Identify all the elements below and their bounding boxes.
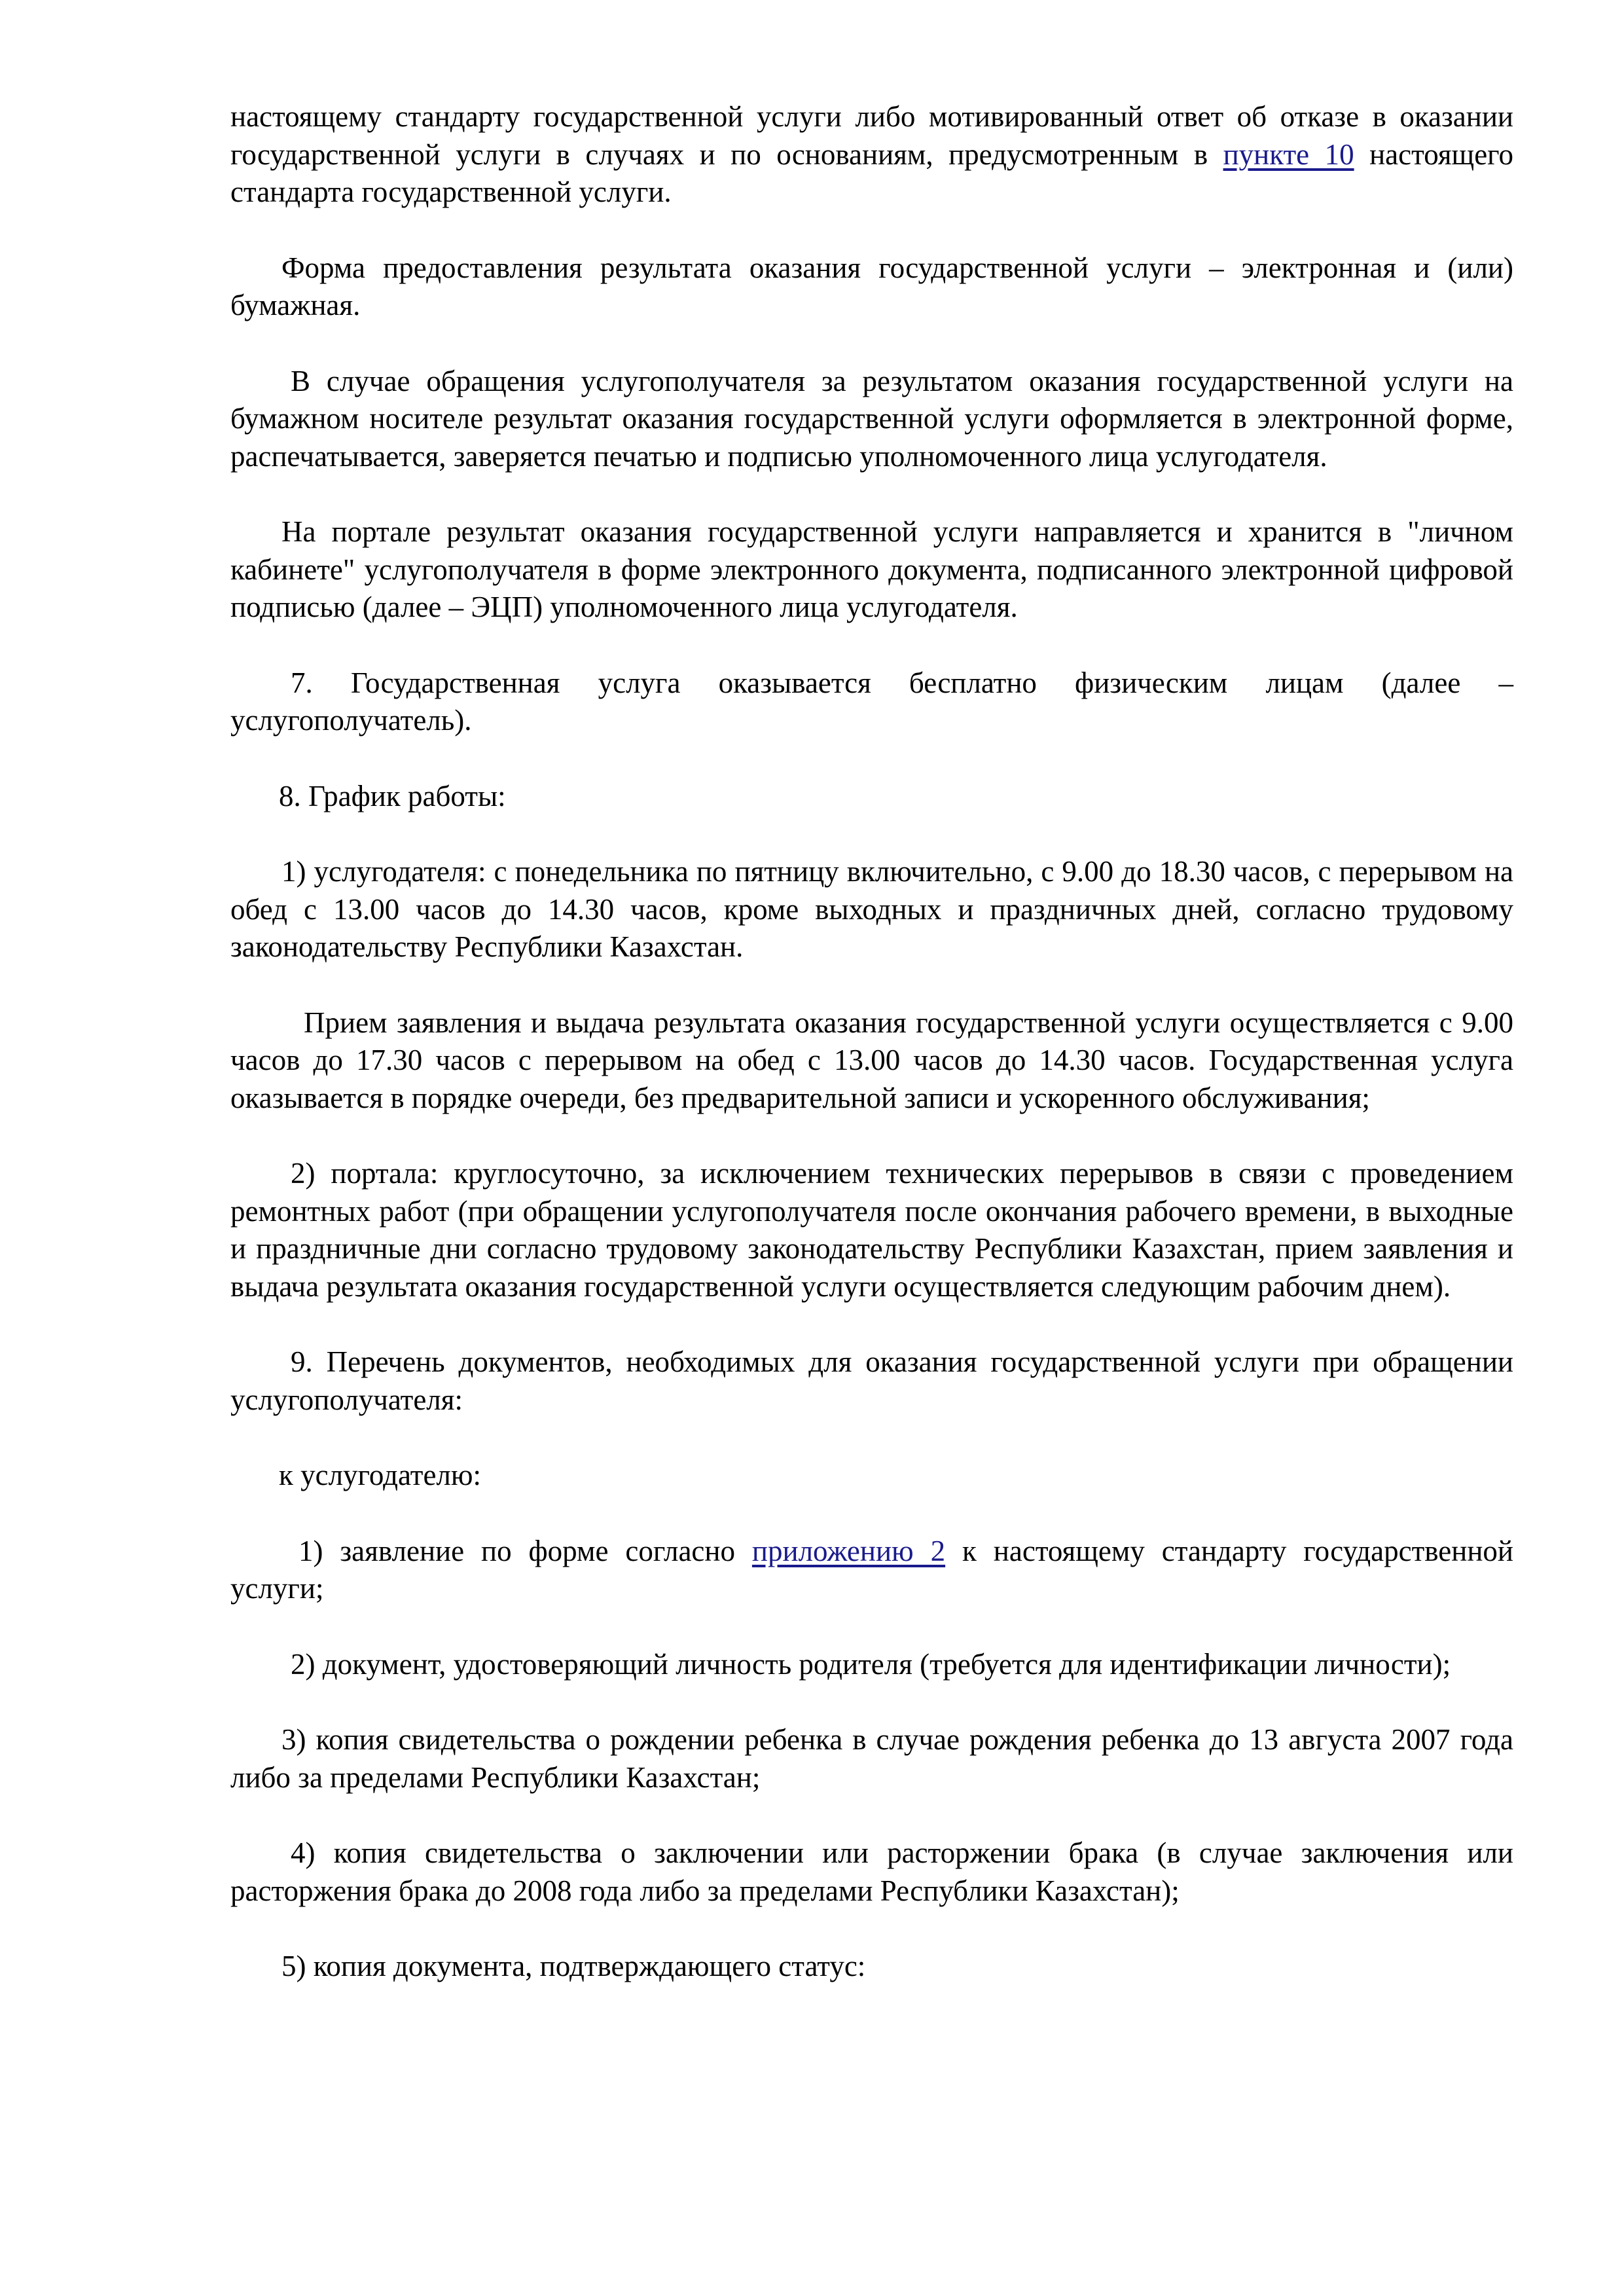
- paragraph-schedule-provider: 1) услугодателя: с понедельника по пятницу включительно, с 9.00 до 18.30 часов, с перерывом на обед с 13.00 часов до 14.30 часов, кроме выходных и праздничных дней, согласно трудовому законодательству Республики Казахстан.: [230, 855, 1513, 963]
- link-punkt-10[interactable]: пункте 10: [1223, 137, 1354, 171]
- subheading-to-provider: к услугодателю:: [279, 1459, 482, 1491]
- list-item-marriage-certificate: 4) копия свидетельства о заключении или расторжении брака (в случае заключения или расторжения брака до 2008 года либо за пределами Республики Казахстан);: [230, 1836, 1513, 1907]
- list-item-birth-certificate: 3) копия свидетельства о рождении ребенка в случае рождения ребенка до 13 августа 2007 года либо за пределами Республики Казахстан;: [230, 1723, 1513, 1794]
- link-appendix-2[interactable]: приложению 2: [751, 1534, 946, 1567]
- paragraph-result-refusal: настоящему стандарту государственной услуги либо мотивированный ответ об отказе в оказании государственной услуги в случаях и по основаниям, предусмотренным в пункте 10 настоящего стандарта государственной услуги.: [230, 100, 1514, 208]
- paragraph-result-form: Форма предоставления результата оказания государственной услуги – электронная и (или) бумажная.: [230, 251, 1513, 321]
- list-item-status-document: 5) копия документа, подтверждающего статус:: [281, 1950, 866, 1982]
- paragraph-portal-result: На портале результат оказания государственной услуги направляется и хранится в "личном кабинете" услугополучателя в форме электронного документа, подписанного электронной цифровой подписью (далее – ЭЦП) уполномоченного лица услугодателя.: [230, 515, 1513, 623]
- paragraph-reception-hours: Прием заявления и выдача результата оказания государственной услуги осуществляется с 9.00 часов до 17.30 часов с перерывом на обед с 13.00 часов до 14.30 часов. Государственная услуга оказывается в порядке очереди, без предварительной записи и ускоренного обслуживания;: [230, 1006, 1513, 1114]
- document-page: [230, 98, 1513, 1986]
- paragraph-schedule-portal: 2) портала: круглосуточно, за исключением технических перерывов в связи с проведением ремонтных работ (при обращении услугополучателя после окончания рабочего времени, в выходные и праздничные дни согласно трудовому законодательству Республики Казахстан, прием заявления и выдача результата оказания государственной услуги осуществляется следующим рабочим днем).: [230, 1157, 1513, 1303]
- paragraph-item-9-documents-list: 9. Перечень документов, необходимых для оказания государственной услуги при обращении услугополучателя:: [230, 1345, 1513, 1416]
- list-item-identity-document: 2) документ, удостоверяющий личность родителя (требуется для идентификации личности);: [291, 1647, 1451, 1681]
- paragraph-item-7-free-service: 7. Государственная услуга оказывается бесплатно физическим лицам (далее – услугополучатель).: [230, 666, 1513, 737]
- heading-item-8-work-schedule: 8. График работы:: [279, 779, 506, 812]
- paragraph-paper-result: В случае обращения услугополучателя за результатом оказания государственной услуги на бумажном носителе результат оказания государственной услуги оформляется в электронной форме, распечатывается, заверяется печатью и подписью уполномоченного лица услугодателя.: [230, 364, 1513, 473]
- list-item-application-form: 1) заявление по форме согласно приложению 2 к настоящему стандарту государственной услуги;: [230, 1534, 1513, 1605]
